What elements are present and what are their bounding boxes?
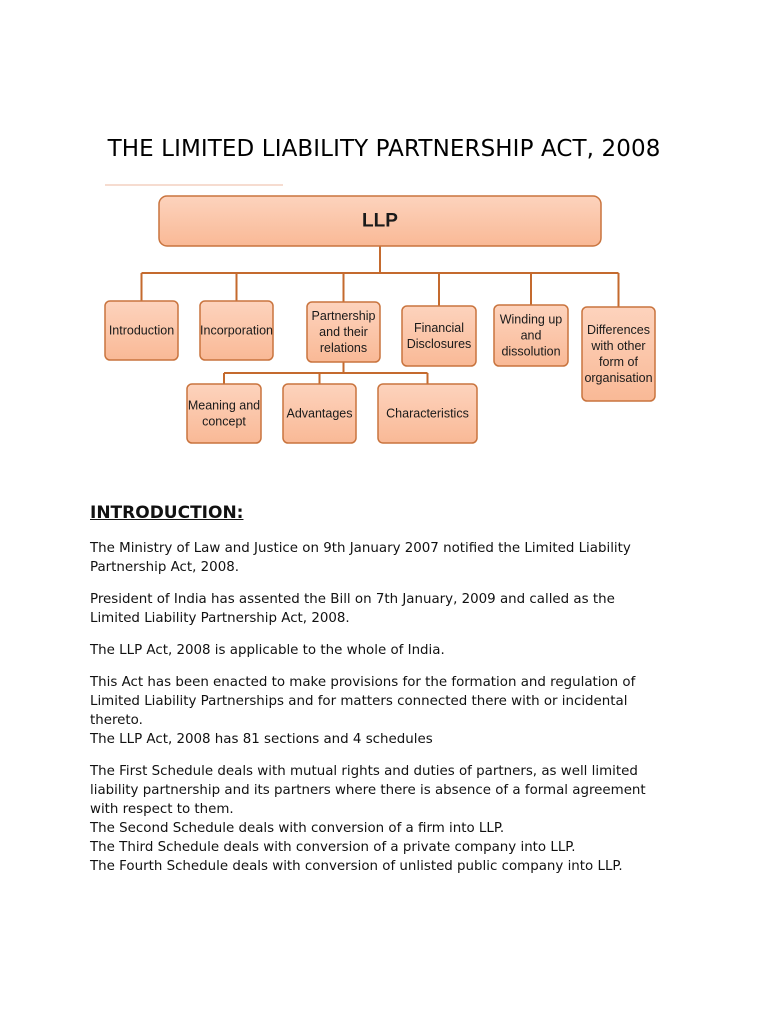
node-partnership-relations-label: and their xyxy=(319,325,368,339)
text-line: thereto. xyxy=(90,713,143,728)
node-introduction xyxy=(105,301,178,360)
paragraph-ministry xyxy=(90,539,680,577)
text-line: The LLP Act, 2008 is applicable to the whole of India. xyxy=(90,643,445,658)
node-advantages xyxy=(283,384,356,443)
text-line: The Ministry of Law and Justice on 9th January 2007 notified the Limited Liability xyxy=(90,541,631,556)
node-incorporation xyxy=(200,301,273,360)
node-financial-disclosures-label: Disclosures xyxy=(406,337,472,351)
node-characteristics xyxy=(378,384,477,443)
node-financial-disclosures-box xyxy=(402,306,476,366)
text-line: Partnership Act, 2008. xyxy=(90,560,239,575)
llp-structure-diagram xyxy=(0,190,768,455)
text-line: The Second Schedule deals with conversion of a firm into LLP. xyxy=(90,821,505,836)
text-line: The Third Schedule deals with conversion of a private company into LLP. xyxy=(90,840,576,855)
node-financial-disclosures xyxy=(402,306,476,366)
node-partnership-relations-label: Partnership xyxy=(311,309,376,323)
section-heading: INTRODUCTION: xyxy=(90,503,244,523)
node-partnership-relations xyxy=(307,302,380,362)
node-introduction-label: Introduction xyxy=(108,323,175,338)
paragraph-provisions xyxy=(90,673,680,749)
root-node xyxy=(159,196,601,246)
page-title: THE LIMITED LIABILITY PARTNERSHIP ACT, 2008 xyxy=(107,136,661,162)
text-line: liability partnership and its partners where there is absence of a formal agreement xyxy=(90,783,646,798)
paragraph-president xyxy=(90,590,680,628)
node-meaning-concept-box xyxy=(187,384,261,443)
node-financial-disclosures-label: Financial xyxy=(413,321,465,335)
text-line: The LLP Act, 2008 has 81 sections and 4 schedules xyxy=(90,732,433,747)
paragraph-schedules xyxy=(90,762,680,876)
node-winding-up-label: Winding up xyxy=(499,312,563,327)
diagram-nodes xyxy=(105,196,655,443)
text-line: This Act has been enacted to make provisions for the formation and regulation of xyxy=(90,675,636,690)
node-meaning-concept-label: Meaning and xyxy=(187,398,261,413)
decorative-rule xyxy=(105,184,283,186)
node-meaning-concept-label: concept xyxy=(202,414,246,429)
node-winding-up xyxy=(494,305,568,366)
paragraph-applicability xyxy=(90,641,680,660)
node-differences-label: organisation xyxy=(584,371,653,385)
text-line: The Fourth Schedule deals with conversion of unlisted public company into LLP. xyxy=(90,859,623,874)
node-incorporation-label: Incorporation xyxy=(200,323,273,338)
node-differences-label: with other xyxy=(591,339,646,353)
node-differences-box xyxy=(582,307,655,401)
node-differences xyxy=(582,307,655,401)
text-line: Limited Liability Partnerships and for matters connected there with or incidental xyxy=(90,694,628,709)
node-characteristics-label: Characteristics xyxy=(386,406,469,421)
text-line: Limited Liability Partnership Act, 2008. xyxy=(90,611,350,626)
node-differences-label: Differences xyxy=(587,323,650,337)
node-partnership-relations-label: relations xyxy=(319,341,368,355)
node-advantages-label: Advantages xyxy=(286,406,353,421)
text-line: with respect to them. xyxy=(90,802,234,817)
node-winding-up-label: dissolution xyxy=(501,344,561,359)
root-node-label: LLP xyxy=(362,210,398,232)
text-line: The First Schedule deals with mutual rights and duties of partners, as well limited xyxy=(90,764,638,779)
node-meaning-concept xyxy=(187,384,261,443)
node-differences-label: form of xyxy=(599,355,638,369)
text-line: President of India has assented the Bill on 7th January, 2009 and called as the xyxy=(90,592,615,607)
node-winding-up-label: and xyxy=(520,328,542,343)
